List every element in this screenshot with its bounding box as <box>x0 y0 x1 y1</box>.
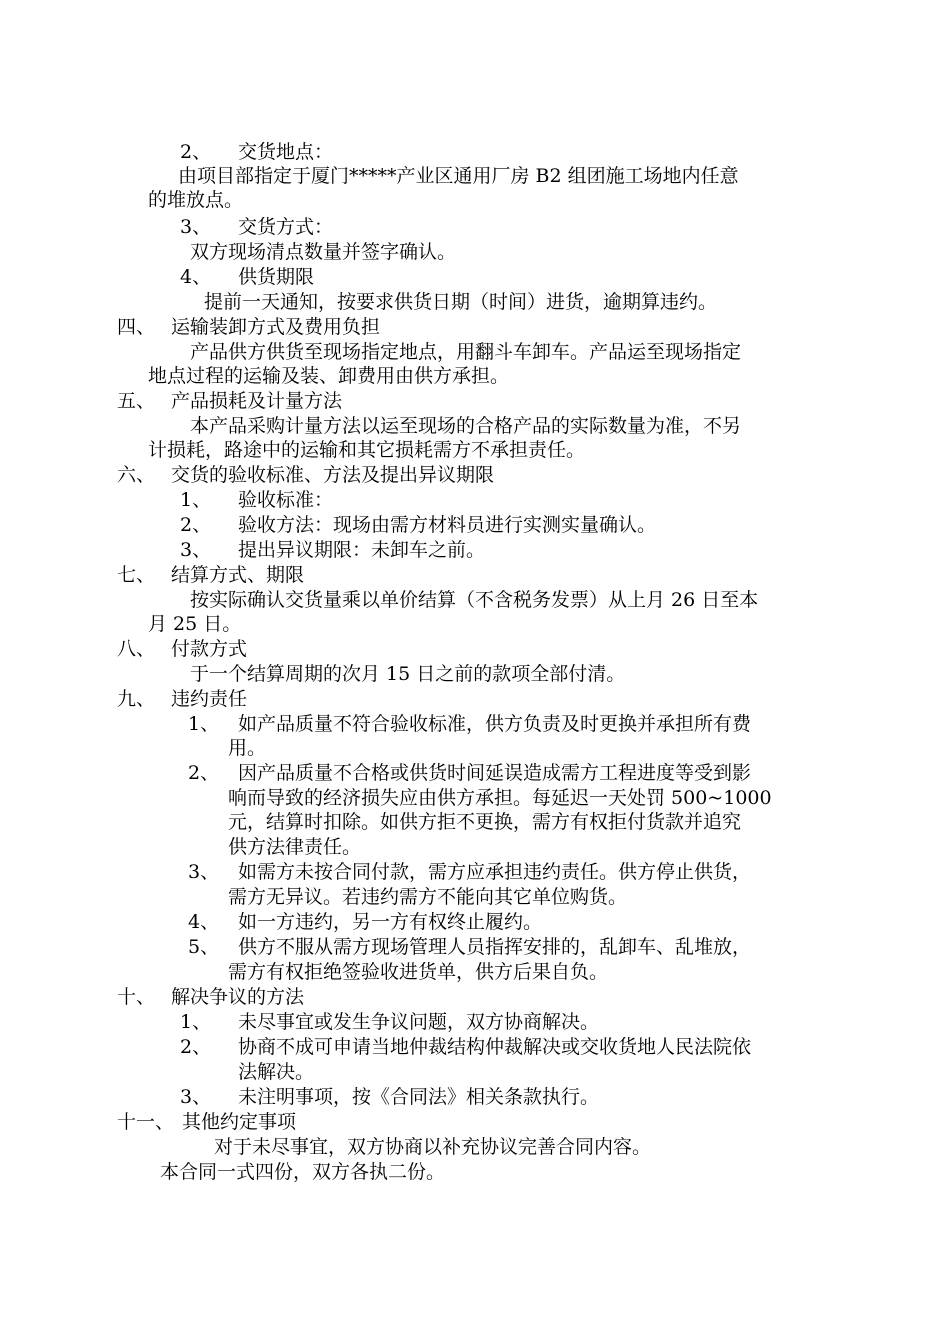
item-text: 法解决。 <box>238 1061 315 1083</box>
paragraph-line: 计损耗，路途中的运输和其它损耗需方不承担责任。 <box>148 439 586 461</box>
item-number: 2、 <box>180 514 212 536</box>
item-number: 1、 <box>180 489 212 511</box>
item-text: 因产品质量不合格或供货时间延误造成需方工程进度等受到影 <box>238 762 752 784</box>
section-heading: 结算方式、期限 <box>171 564 305 586</box>
paragraph-line: 本产品采购计量方法以运至现场的合格产品的实际数量为准，不另 <box>190 415 742 437</box>
paragraph-line: 月 25 日。 <box>148 613 242 635</box>
section-number: 四、 <box>117 316 156 338</box>
item-heading: 交货方式： <box>238 216 334 238</box>
section-heading: 付款方式 <box>171 638 248 660</box>
paragraph-line: 由项目部指定于厦门*****产业区通用厂房 B2 组团施工场地内任意 <box>178 165 739 187</box>
item-number: 1、 <box>188 713 220 735</box>
item-number: 1、 <box>180 1011 212 1033</box>
item-text: 协商不成可申请当地仲裁结构仲裁解决或交收货地人民法院依 <box>238 1036 752 1058</box>
item-number: 4、 <box>188 911 220 933</box>
item-text: 用。 <box>228 737 267 759</box>
paragraph-line: 产品供方供货至现场指定地点，用翻斗车卸车。产品运至现场指定 <box>190 341 742 363</box>
section-number: 十一、 <box>117 1111 175 1133</box>
item-heading: 供货期限 <box>238 266 315 288</box>
item-number: 4、 <box>180 266 212 288</box>
paragraph-line: 提前一天通知，按要求供货日期（时间）进货，逾期算违约。 <box>204 291 718 313</box>
item-text: 需方有权拒绝签验收进货单，供方后果自负。 <box>228 961 609 983</box>
section-heading: 运输装卸方式及费用负担 <box>171 316 381 338</box>
section-number: 七、 <box>117 564 156 586</box>
item-number: 2、 <box>180 1036 212 1058</box>
section-number: 十、 <box>117 986 156 1008</box>
section-heading: 解决争议的方法 <box>171 986 305 1008</box>
paragraph-line: 按实际确认交货量乘以单价结算（不含税务发票）从上月 26 日至本 <box>190 589 759 611</box>
item-text: 未尽事宜或发生争议问题，双方协商解决。 <box>238 1011 600 1033</box>
item-number: 3、 <box>180 539 212 561</box>
item-number: 5、 <box>188 936 220 958</box>
section-number: 五、 <box>117 390 156 412</box>
item-number: 2、 <box>180 141 212 163</box>
item-text: 响而导致的经济损失应由供方承担。每延迟一天处罚 500~1000 <box>228 787 772 809</box>
section-heading: 交货的验收标准、方法及提出异议期限 <box>171 464 495 486</box>
item-text: 需方无异议。若违约需方不能向其它单位购货。 <box>228 886 628 908</box>
paragraph-line: 于一个结算周期的次月 15 日之前的款项全部付清。 <box>190 663 626 685</box>
section-heading: 违约责任 <box>171 688 248 710</box>
paragraph-line: 对于未尽事宜，双方协商以补充协议完善合同内容。 <box>214 1136 652 1158</box>
item-number: 2、 <box>188 762 220 784</box>
paragraph-line: 双方现场清点数量并签字确认。 <box>190 241 457 263</box>
item-text: 如一方违约，另一方有权终止履约。 <box>238 911 543 933</box>
item-heading: 验收标准： <box>238 489 334 511</box>
item-text: 元，结算时扣除。如供方拒不更换，需方有权拒付货款并追究 <box>228 811 742 833</box>
item-text: 供方法律责任。 <box>228 836 362 858</box>
paragraph-line: 的堆放点。 <box>148 189 244 211</box>
item-number: 3、 <box>180 1086 212 1108</box>
item-text: 如产品质量不符合验收标准，供方负责及时更换并承担所有费 <box>238 713 752 735</box>
section-heading: 产品损耗及计量方法 <box>171 390 343 412</box>
item-text: 如需方未按合同付款，需方应承担违约责任。供方停止供货， <box>238 861 752 883</box>
section-number: 六、 <box>117 464 156 486</box>
item-text: 未注明事项，按《合同法》相关条款执行。 <box>238 1086 600 1108</box>
section-heading: 其他约定事项 <box>182 1111 297 1133</box>
paragraph-line: 地点过程的运输及装、卸费用由供方承担。 <box>148 365 510 387</box>
item-text: 验收方法：现场由需方材料员进行实测实量确认。 <box>238 514 657 536</box>
section-number: 九、 <box>117 688 156 710</box>
closing-line: 本合同一式四份，双方各执二份。 <box>160 1161 446 1183</box>
item-number: 3、 <box>188 861 220 883</box>
item-heading: 交货地点： <box>238 141 334 163</box>
item-number: 3、 <box>180 216 212 238</box>
item-text: 提出异议期限：未卸车之前。 <box>238 539 486 561</box>
item-text: 供方不服从需方现场管理人员指挥安排的，乱卸车、乱堆放， <box>238 936 752 958</box>
section-number: 八、 <box>117 638 156 660</box>
